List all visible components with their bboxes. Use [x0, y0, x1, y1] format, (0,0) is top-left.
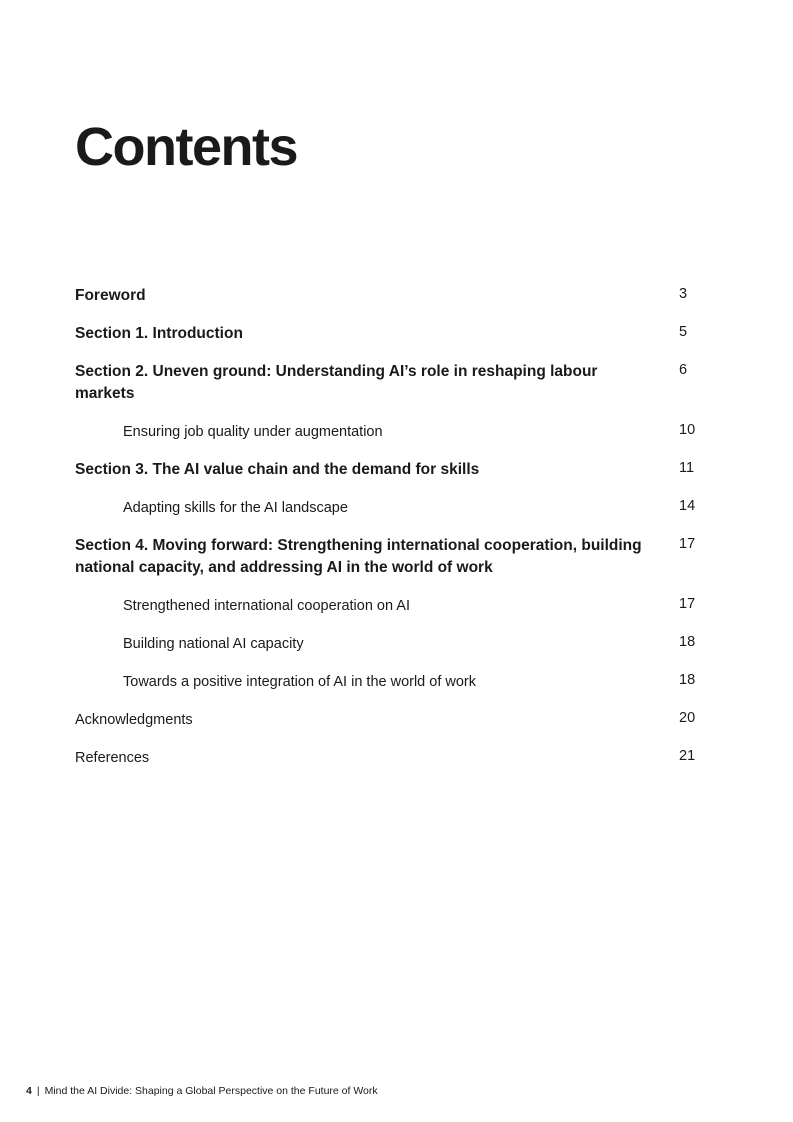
table-of-contents — [75, 285, 715, 785]
toc-entry-label: Section 2. Uneven ground: Understanding AI’s role in reshaping labour markets — [75, 363, 598, 402]
toc-entry[interactable] — [75, 421, 715, 443]
toc-page-number: 17 — [679, 536, 696, 552]
toc-entry-label: Building national AI capacity — [123, 636, 304, 652]
toc-entry-label: Section 4. Moving forward: Strengthening international cooperation, building national capacity, and addressing AI in the world of work — [75, 537, 642, 576]
toc-page-number: 10 — [679, 422, 696, 438]
toc-page-number: 5 — [679, 324, 688, 340]
toc-entry-label: References — [75, 750, 150, 766]
toc-entry[interactable] — [75, 671, 715, 693]
toc-entry[interactable] — [75, 535, 715, 579]
toc-entry[interactable] — [75, 633, 715, 655]
toc-entry[interactable] — [75, 747, 715, 769]
toc-page-number: 20 — [679, 710, 696, 726]
toc-entry-label: Strengthened international cooperation on AI — [123, 598, 410, 614]
footer-page-number: 4 — [26, 1085, 32, 1097]
footer-separator: | — [36, 1085, 40, 1097]
toc-entry-label: Adapting skills for the AI landscape — [123, 500, 348, 516]
toc-page-number: 18 — [679, 634, 696, 650]
footer-document-title: Mind the AI Divide: Shaping a Global Perspective on the Future of Work — [44, 1085, 378, 1097]
toc-page-number: 3 — [679, 286, 688, 302]
toc-entry[interactable] — [75, 323, 715, 345]
toc-entry[interactable] — [75, 361, 715, 405]
toc-entry[interactable] — [75, 459, 715, 481]
toc-entry-label: Acknowledgments — [75, 712, 193, 728]
toc-entry[interactable] — [75, 285, 715, 307]
toc-entry[interactable] — [75, 709, 715, 731]
toc-page-number: 6 — [679, 362, 688, 378]
toc-entry-label: Section 1. Introduction — [75, 325, 243, 342]
toc-page-number: 14 — [679, 498, 696, 514]
toc-page-number: 18 — [679, 672, 696, 688]
toc-page-number: 21 — [679, 748, 696, 764]
page-footer — [26, 1085, 378, 1097]
toc-page-number: 17 — [679, 596, 696, 612]
toc-entry-label: Towards a positive integration of AI in the world of work — [123, 674, 477, 690]
toc-entry-label: Section 3. The AI value chain and the demand for skills — [75, 461, 480, 478]
page-title: Contents — [75, 117, 297, 177]
toc-entry[interactable] — [75, 497, 715, 519]
toc-page-number: 11 — [679, 460, 695, 476]
toc-entry-label: Ensuring job quality under augmentation — [123, 424, 383, 440]
toc-entry-label: Foreword — [75, 287, 146, 304]
toc-entry[interactable] — [75, 595, 715, 617]
